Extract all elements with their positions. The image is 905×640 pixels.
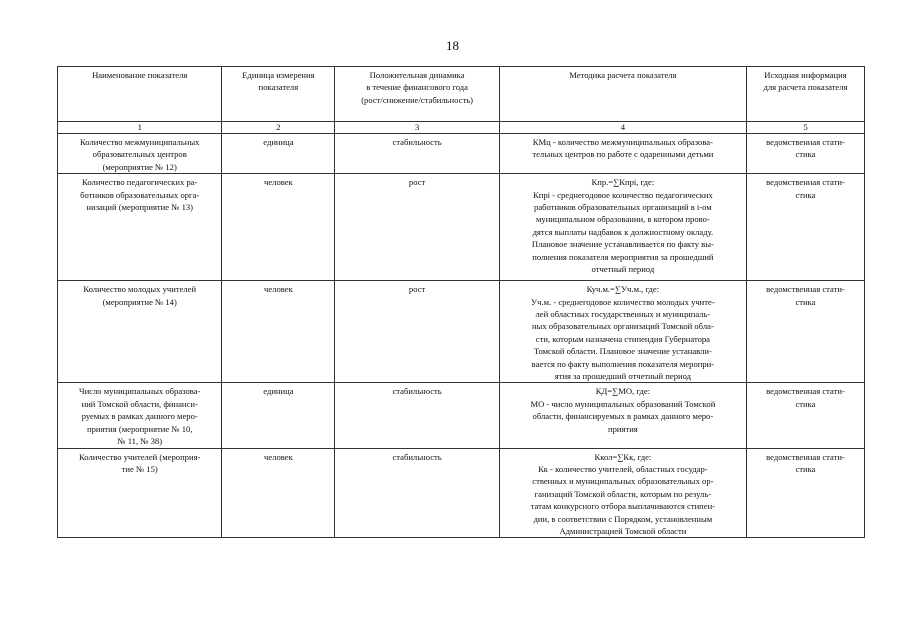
source-cell — [746, 281, 864, 383]
column-number: 4 — [499, 122, 746, 134]
text-line: Исходная информация — [764, 70, 847, 80]
text-line: ведомственная стати- — [766, 451, 845, 462]
text-line: ганизаций Томской области, которым по резуль- — [534, 488, 712, 499]
text-line: ственных и муниципальных образовательных ор- — [532, 476, 714, 487]
text-line: МО - число муниципальных образований Томской — [530, 398, 716, 409]
method-cell — [499, 174, 746, 281]
header-method — [499, 67, 746, 122]
table-row — [58, 448, 865, 538]
text-line: образовательных центров — [92, 149, 187, 160]
column-number: 3 — [335, 122, 499, 134]
method-cell — [499, 448, 746, 538]
text-line: стика — [795, 463, 816, 474]
source-cell — [746, 383, 864, 448]
text-line: ботников образовательных орга- — [80, 189, 200, 200]
text-line: Кк - количество учителей, областных государ- — [538, 463, 708, 474]
text-line: (мероприятие № 12) — [102, 161, 177, 172]
indicator-name-cell — [58, 383, 222, 448]
method-cell — [499, 281, 746, 383]
unit-cell: человек — [222, 281, 335, 383]
text-line: (рост/снижение/стабильность) — [361, 94, 473, 105]
text-line: Единица измерения — [242, 70, 315, 80]
text-line: Плановое значение устанавливается по факту вы- — [531, 239, 714, 250]
source-cell — [746, 448, 864, 538]
table-row — [58, 281, 865, 383]
text-line: муниципальном образовании, в котором прово- — [535, 214, 710, 225]
table-row — [58, 174, 865, 281]
text-line: ведомственная стати- — [766, 137, 845, 147]
text-line: для расчета показателя — [763, 82, 848, 93]
unit-cell: человек — [222, 174, 335, 281]
text-line: руемых в рамках данного меро- — [81, 411, 198, 422]
method-cell — [499, 383, 746, 448]
text-line: ний Томской области, финанси- — [81, 398, 198, 409]
text-line: сти, которым назначена стипендия Губернатора — [535, 333, 710, 344]
text-line: Методика расчета показателя — [569, 70, 677, 80]
source-cell — [746, 174, 864, 281]
text-line: Кпр.=∑Кпрi, где: — [591, 177, 655, 188]
method-cell — [499, 134, 746, 174]
unit-cell: единица — [222, 134, 335, 174]
text-line: дятся выплаты надбавок к должностному окладу. — [532, 226, 714, 237]
text-line: в течение финансового года — [366, 82, 468, 93]
indicator-name-cell — [58, 134, 222, 174]
header-source — [746, 67, 864, 122]
header-unit — [222, 67, 335, 122]
text-line: ятия за прошедший отчетный период — [554, 371, 692, 382]
text-line: (мероприятие № 14) — [102, 296, 177, 307]
text-line: № 11, № 38) — [117, 436, 163, 447]
dynamics-cell: стабильность — [335, 448, 499, 538]
text-line: низаций (мероприятие № 13) — [86, 202, 194, 213]
text-line: Количество межмуниципальных — [79, 137, 200, 147]
text-line: приятия — [608, 423, 638, 434]
text-line: дии, в соответствии с Порядком, установленным — [533, 513, 713, 524]
header-dynamics — [335, 67, 499, 122]
page-number: 18 — [446, 38, 459, 53]
text-line: Томской области. Плановое значение устанавли- — [533, 346, 712, 357]
text-line: Кпрi - среднегодовое количество педагогических — [532, 189, 713, 200]
text-line: Наименование показателя — [92, 70, 188, 80]
text-line: Число муниципальных образова- — [79, 386, 201, 397]
unit-cell: единица — [222, 383, 335, 448]
column-number-row — [58, 122, 865, 134]
text-line: вается по факту выполнения показателя меропри- — [531, 358, 715, 369]
text-line: показателя — [258, 82, 299, 93]
indicators-table — [57, 66, 865, 538]
text-line: стика — [795, 296, 816, 307]
text-line: Администрацией Томской области — [559, 525, 687, 536]
indicator-name-cell — [58, 174, 222, 281]
indicator-name-cell — [58, 448, 222, 538]
table-row — [58, 383, 865, 448]
text-line: Ккол=∑Кк, где: — [594, 451, 652, 462]
text-line: работников образовательных организаций в i-ом — [534, 202, 712, 213]
source-cell — [746, 134, 864, 174]
text-line: стика — [795, 398, 816, 409]
column-number: 1 — [58, 122, 222, 134]
text-line: ведомственная стати- — [766, 386, 845, 397]
text-line: области, финансируемых в рамках данного меро- — [532, 411, 714, 422]
text-line: татам конкурсного отбора выплачиваются стипен- — [530, 501, 716, 512]
text-line: стика — [795, 149, 816, 160]
column-number: 2 — [222, 122, 335, 134]
text-line: приятия (мероприятие № 10, — [86, 423, 193, 434]
text-line: КМц - количество межмуниципальных образова- — [532, 137, 713, 147]
column-number: 5 — [746, 122, 864, 134]
text-line: тие № 15) — [121, 463, 158, 474]
text-line: Куч.м.=∑Уч.м., где: — [586, 284, 660, 295]
text-line: полнения показателя мероприятия за прошедший — [532, 251, 714, 262]
header-indicator-name — [58, 67, 222, 122]
header-row — [58, 67, 865, 122]
text-line: лей областных государственных и муниципаль- — [535, 309, 711, 320]
indicator-name-cell — [58, 281, 222, 383]
text-line: Уч.м. - среднегодовое количество молодых учите- — [531, 296, 715, 307]
text-line: ных образовательных организаций Томской обла- — [531, 321, 714, 332]
text-line: КД=∑МО, где: — [595, 386, 651, 397]
dynamics-cell: стабильность — [335, 383, 499, 448]
text-line: стика — [795, 189, 816, 200]
dynamics-cell: рост — [335, 174, 499, 281]
text-line: Количество педагогических ра- — [82, 177, 198, 188]
dynamics-cell: рост — [335, 281, 499, 383]
text-line: Количество молодых учителей — [83, 284, 197, 295]
dynamics-cell: стабильность — [335, 134, 499, 174]
text-line: отчетный период — [591, 264, 655, 275]
text-line: ведомственная стати- — [766, 177, 845, 188]
unit-cell: человек — [222, 448, 335, 538]
table-row — [58, 134, 865, 174]
text-line: Количество учителей (мероприя- — [79, 451, 201, 462]
text-line: Положительная динамика — [369, 70, 465, 80]
text-line: тельных центров по работе с одаренными детьми — [532, 149, 714, 160]
text-line: ведомственная стати- — [766, 284, 845, 295]
